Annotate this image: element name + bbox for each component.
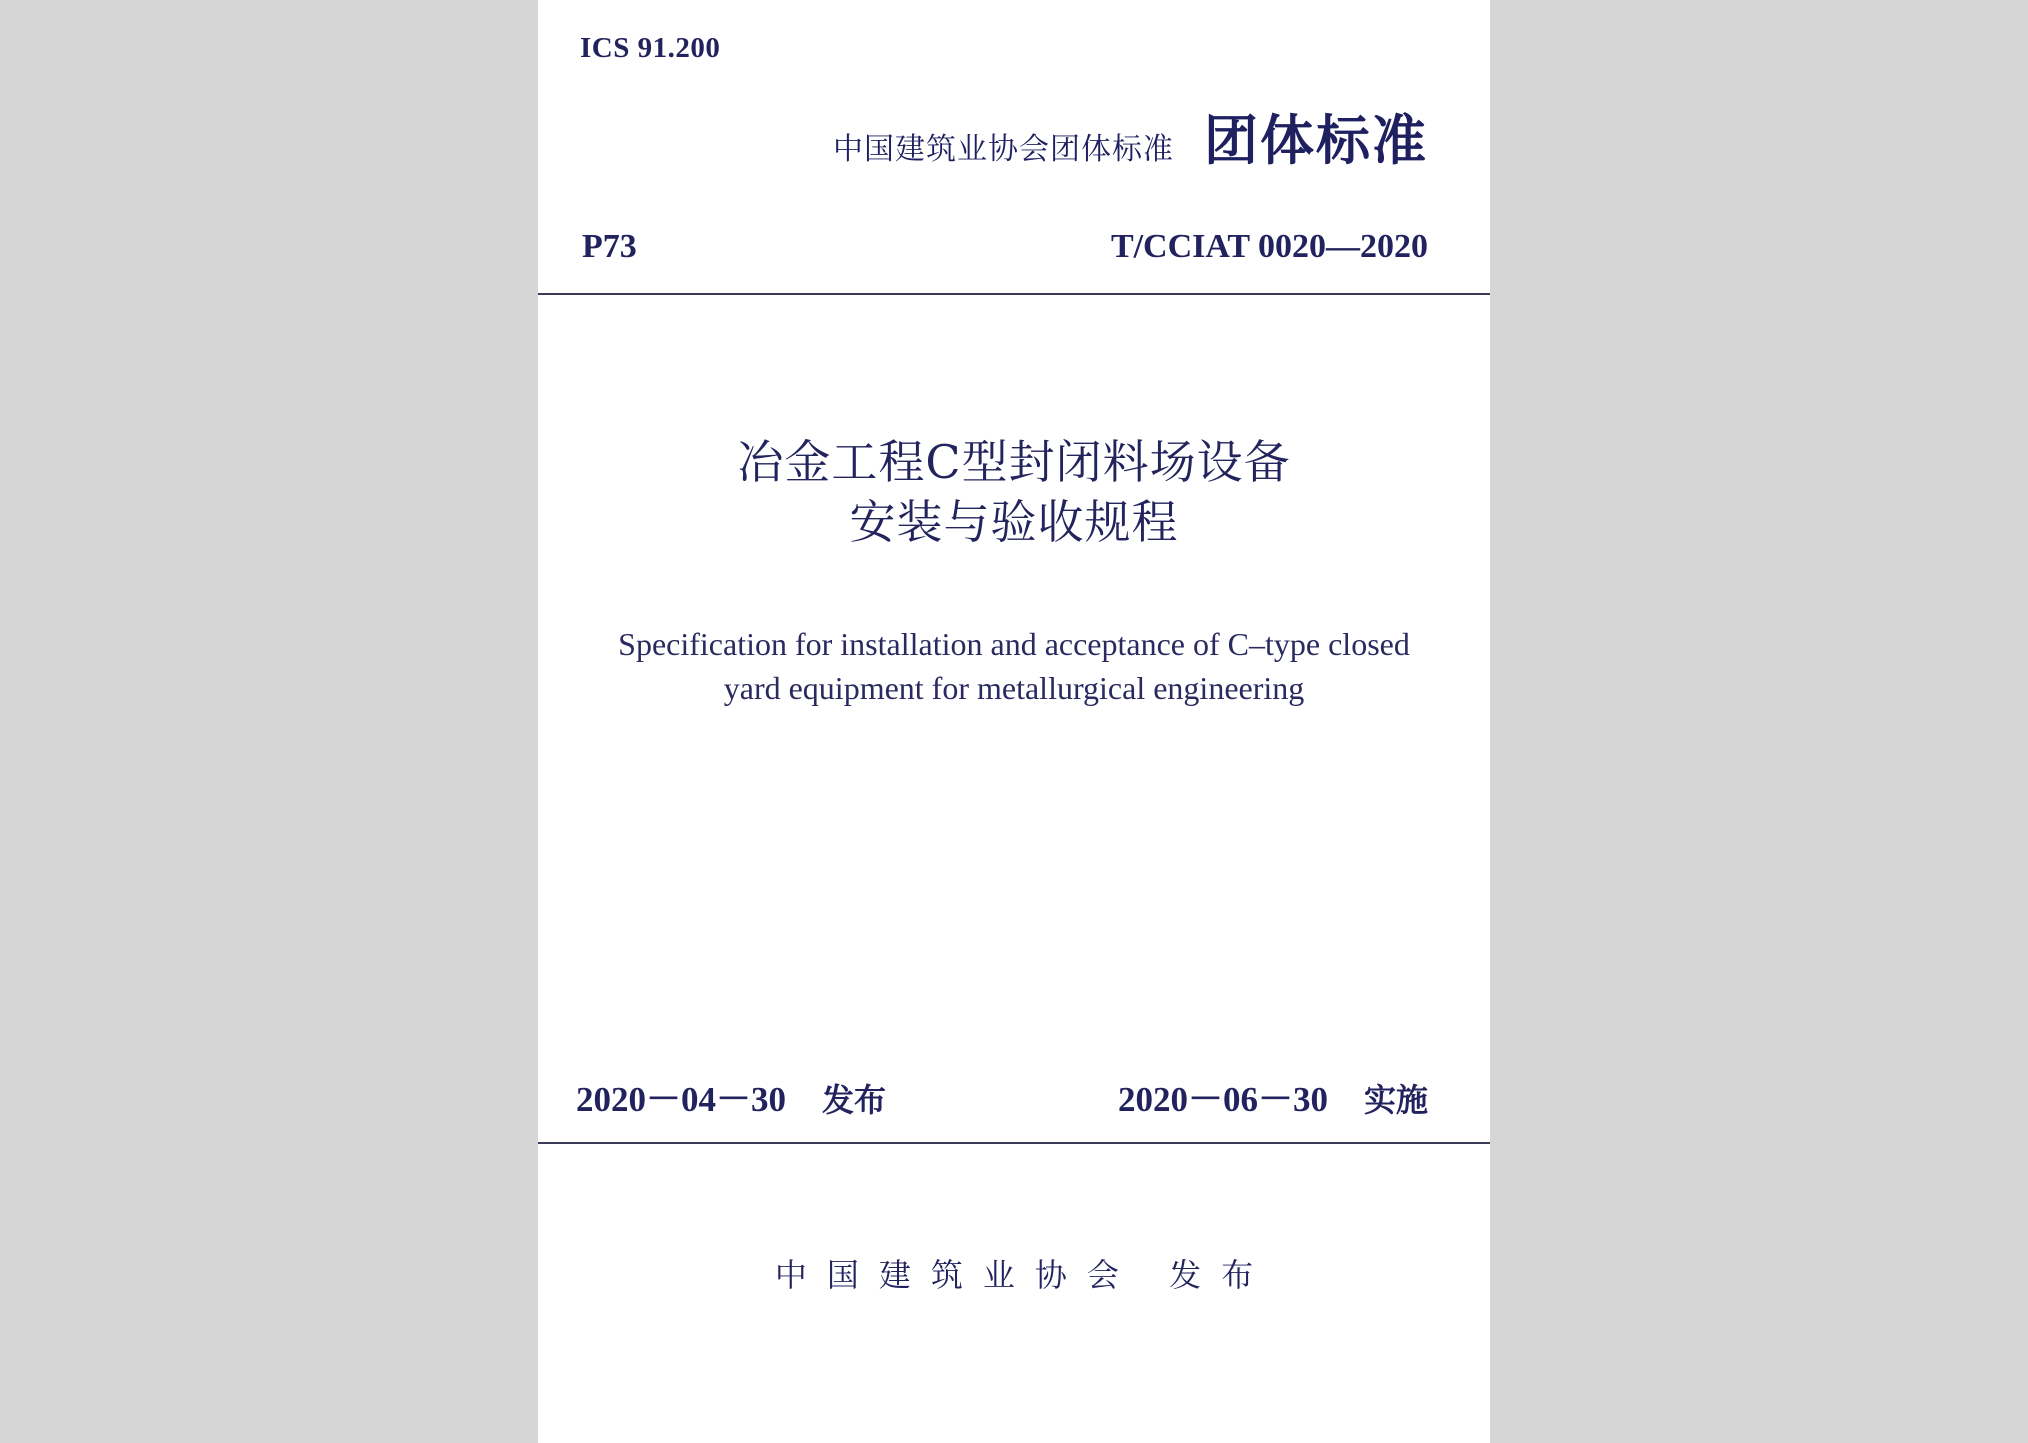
ics-code: ICS 91.200 bbox=[580, 32, 721, 64]
chinese-title bbox=[538, 432, 1490, 552]
document-cover bbox=[538, 0, 1490, 1443]
effective-label: 实施 bbox=[1363, 1081, 1428, 1119]
publisher-line: 中国建筑业协会 发布 bbox=[774, 1256, 1274, 1294]
effective-date: 2020－06－30 bbox=[1117, 1080, 1328, 1119]
effective-date-block bbox=[1118, 1072, 1428, 1122]
top-divider bbox=[538, 293, 1490, 295]
category-code: P73 bbox=[582, 228, 637, 265]
chinese-title-line-1: 冶金工程C型封闭料场设备 bbox=[737, 435, 1291, 489]
code-row bbox=[582, 228, 1428, 266]
standard-header bbox=[833, 98, 1428, 175]
english-title-line-2: yard equipment for metallurgical engineering bbox=[723, 670, 1305, 706]
standard-number: T/CCIAT 0020—2020 bbox=[1110, 228, 1428, 265]
chinese-title-line-2: 安装与验收规程 bbox=[849, 495, 1179, 549]
standard-kind-label: 团体标准 bbox=[1204, 109, 1428, 172]
issue-date: 2020－04－30 bbox=[576, 1080, 787, 1119]
issue-label: 发布 bbox=[822, 1081, 887, 1119]
english-title bbox=[538, 622, 1490, 710]
association-standard-label: 中国建筑业协会团体标准 bbox=[833, 132, 1174, 167]
english-title-line-1: Specification for installation and acceptance of C–type closed bbox=[618, 626, 1410, 662]
bottom-divider bbox=[538, 1142, 1490, 1144]
issue-date-block bbox=[576, 1072, 886, 1122]
